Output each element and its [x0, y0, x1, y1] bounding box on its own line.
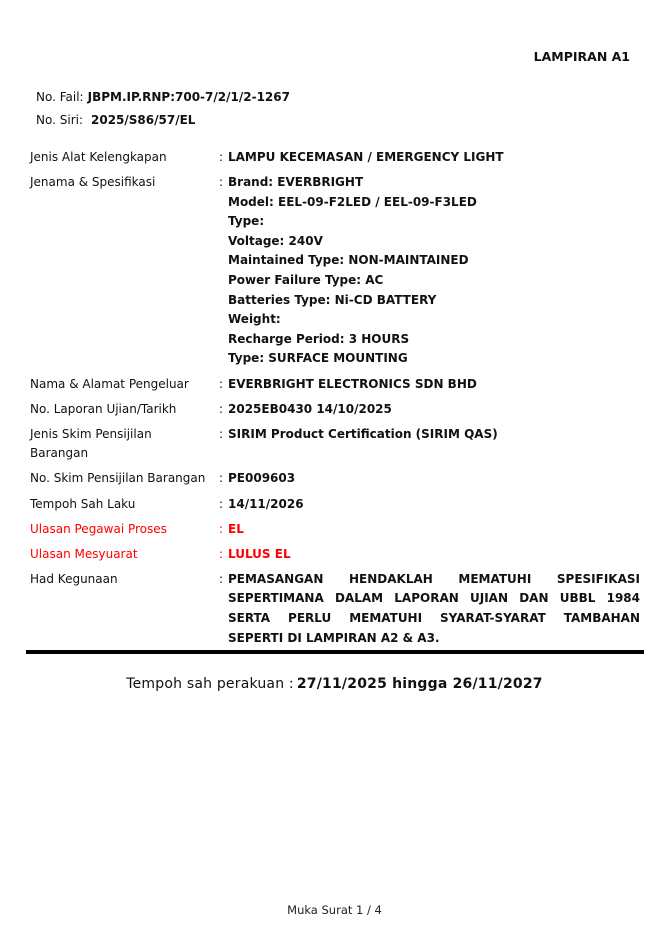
- field-value: 2025EB0430 14/10/2025: [228, 401, 392, 416]
- field-row-had-kegunaan: [30, 570, 640, 648]
- file-number-label: No. Fail:: [36, 90, 84, 104]
- separator-rule: [26, 650, 644, 654]
- colon-separator: :: [219, 546, 224, 561]
- colon-separator: :: [219, 376, 224, 391]
- spec-line: Maintained Type: NON-MAINTAINED: [228, 253, 469, 268]
- colon-separator: :: [219, 426, 224, 441]
- field-label: Had Kegunaan: [30, 571, 118, 586]
- field-value: LAMPU KECEMASAN / EMERGENCY LIGHT: [228, 150, 504, 164]
- field-value: SIRIM Product Certification (SIRIM QAS): [228, 426, 498, 441]
- field-value: EL: [228, 521, 244, 536]
- serial-number-row: [36, 109, 290, 132]
- field-row-nama-pengeluar: [30, 375, 640, 395]
- colon-separator: :: [219, 471, 224, 486]
- field-row-laporan-ujian: [30, 400, 640, 420]
- field-label: Ulasan Pegawai Proses: [30, 521, 167, 536]
- lampiran-tag: LAMPIRAN A1: [533, 49, 630, 64]
- field-row-no-skim: [30, 469, 640, 489]
- file-number-row: [36, 86, 290, 109]
- field-label: No. Skim Pensijilan Barangan: [30, 471, 206, 486]
- spec-line: Weight:: [228, 312, 281, 327]
- spec-line: Type:: [228, 214, 265, 229]
- field-label: Nama & Alamat Pengeluar: [30, 376, 189, 391]
- field-label: Ulasan Mesyuarat: [30, 546, 138, 561]
- validity-label: Tempoh sah perakuan :: [126, 676, 294, 692]
- field-row-tempoh-sah-laku: [30, 495, 640, 515]
- spec-line: Model: EEL-09-F2LED / EEL-09-F3LED: [228, 194, 477, 209]
- filing-numbers: [36, 86, 290, 132]
- spec-line: Recharge Period: 3 HOURS: [228, 331, 410, 346]
- colon-separator: :: [219, 401, 224, 416]
- file-number-value: JBPM.IP.RNP:700-7/2/1/2-1267: [87, 90, 290, 104]
- colon-separator: :: [219, 175, 224, 190]
- field-value: EVERBRIGHT ELECTRONICS SDN BHD: [228, 376, 477, 391]
- colon-separator: :: [219, 150, 224, 164]
- colon-separator: :: [219, 571, 224, 586]
- spec-line: Batteries Type: Ni-CD BATTERY: [228, 292, 437, 307]
- spec-line: Voltage: 240V: [228, 233, 323, 248]
- serial-number-value: 2025/S86/57/EL: [91, 113, 196, 127]
- field-row-jenis-alat: [30, 148, 640, 168]
- field-row-jenama-spesifikasi: [30, 173, 640, 369]
- field-label: No. Laporan Ujian/Tarikh: [30, 401, 177, 416]
- field-label: Jenama & Spesifikasi: [30, 175, 156, 190]
- page-number: Muka Surat 1 / 4: [287, 903, 382, 917]
- field-label: Tempoh Sah Laku: [30, 496, 136, 511]
- validity-value: 27/11/2025 hingga 26/11/2027: [296, 676, 543, 692]
- colon-separator: :: [219, 521, 224, 536]
- colon-separator: :: [219, 496, 224, 511]
- field-table: [30, 148, 640, 654]
- field-value: PE009603: [228, 471, 296, 486]
- field-value-spec-list: [228, 173, 640, 369]
- field-row-jenis-skim: [30, 425, 640, 464]
- field-label: Jenis Alat Kelengkapan: [30, 150, 167, 164]
- field-row-ulasan-pegawai: [30, 520, 640, 540]
- field-label: Jenis Skim Pensijilan Barangan: [30, 426, 152, 461]
- field-value: LULUS EL: [228, 546, 291, 561]
- spec-line: Type: SURFACE MOUNTING: [228, 351, 408, 366]
- spec-line: Power Failure Type: AC: [228, 273, 384, 288]
- field-value: 14/11/2026: [228, 496, 304, 511]
- field-row-ulasan-mesyuarat: [30, 545, 640, 565]
- serial-number-label: No. Siri:: [36, 113, 83, 127]
- spec-line: Brand: EVERBRIGHT: [228, 175, 364, 190]
- validity-period-line: [0, 676, 669, 692]
- field-value: PEMASANGAN HENDAKLAH MEMATUHI SPESIFIKASI SEPERTIMANA DALAM LAPORAN UJIAN DAN UBBL 1984 SERTA PERLU MEMATUHI SYARAT-SYARAT TAMBAHAN SEPERTI DI LAMPIRAN A2 & A3.: [228, 571, 640, 645]
